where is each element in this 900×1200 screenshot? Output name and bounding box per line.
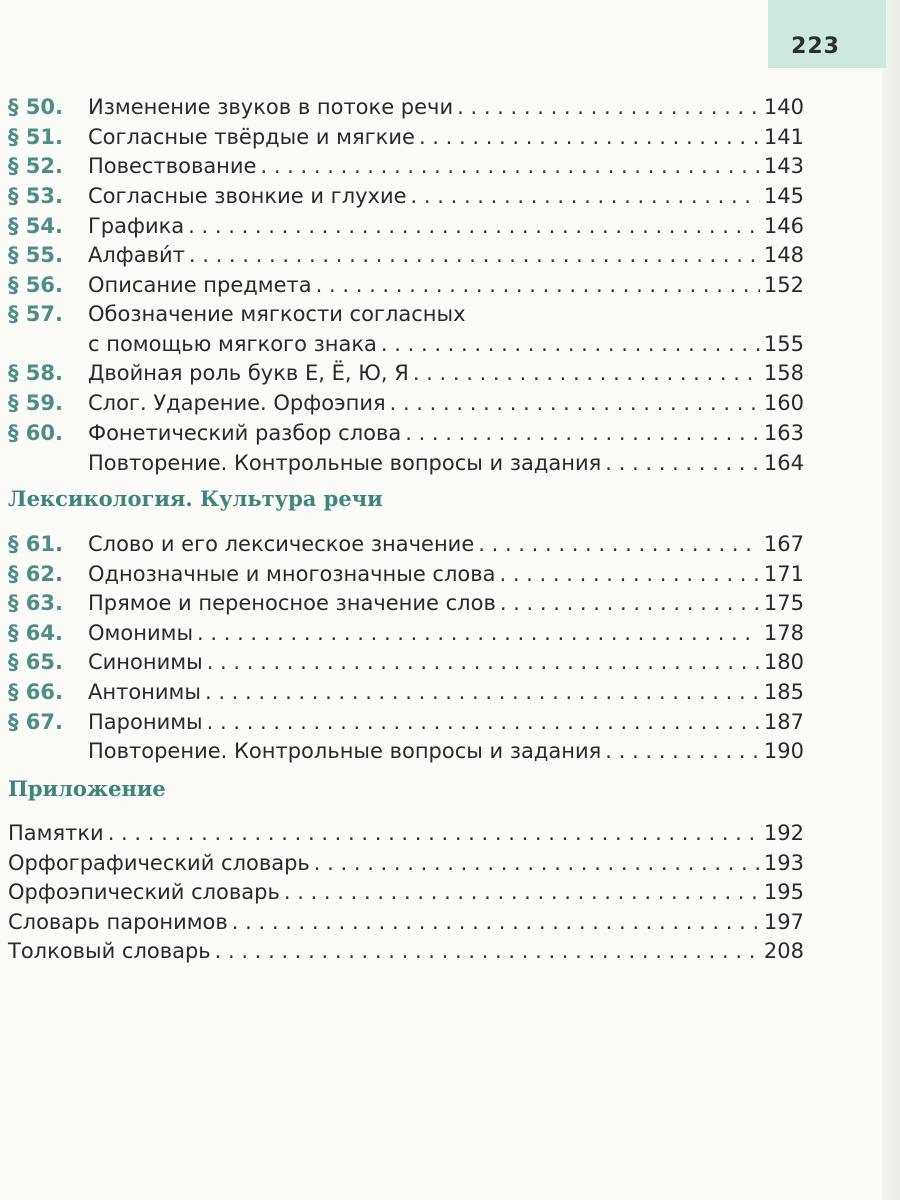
- entry-page: 160: [763, 391, 804, 415]
- dot-leader: [381, 329, 760, 359]
- toc-entry-review[interactable]: [8, 736, 804, 766]
- entry-title: Обозначение мягкости согласных: [88, 302, 466, 326]
- entry-page: 164: [763, 451, 804, 475]
- dot-leader: [413, 358, 760, 388]
- dot-leader: [189, 240, 760, 270]
- entry-title: Синонимы: [88, 650, 203, 674]
- dot-leader: [457, 92, 760, 122]
- entry-page: 140: [763, 95, 804, 119]
- toc-entry[interactable]: [8, 122, 804, 152]
- entry-page: 178: [763, 621, 804, 645]
- dot-leader: [215, 936, 760, 966]
- dot-leader: [197, 618, 760, 648]
- entry-title: Согласные звонкие и глухие: [88, 184, 407, 208]
- toc-entry[interactable]: [8, 92, 804, 122]
- page-number: 223: [791, 34, 840, 59]
- dot-leader: [314, 848, 760, 878]
- toc-entry[interactable]: [8, 529, 804, 559]
- dot-leader: [411, 181, 760, 211]
- paragraph-number: § 52.: [8, 154, 64, 178]
- entry-page: 187: [763, 710, 804, 734]
- toc-entry[interactable]: [8, 240, 804, 270]
- paragraph-number: § 56.: [8, 273, 64, 297]
- entry-title: Словарь паронимов: [8, 910, 228, 934]
- toc-entry[interactable]: [8, 677, 804, 707]
- dot-leader: [207, 647, 760, 677]
- entry-page: 197: [763, 910, 804, 934]
- entry-page: 175: [763, 591, 804, 615]
- paragraph-number: § 55.: [8, 243, 64, 267]
- toc-entry[interactable]: [8, 618, 804, 648]
- entry-title: Слог. Ударение. Орфоэпия: [88, 391, 386, 415]
- toc-entry[interactable]: [8, 299, 804, 329]
- entry-title: Повторение. Контрольные вопросы и задания: [88, 739, 602, 763]
- entry-page: 167: [763, 532, 804, 556]
- dot-leader: [605, 736, 760, 766]
- entry-page: 141: [763, 125, 804, 149]
- dot-leader: [108, 818, 760, 848]
- dot-leader: [207, 707, 760, 737]
- toc-entry[interactable]: [8, 707, 804, 737]
- entry-title: Омонимы: [88, 621, 194, 645]
- entry-title: Изменение звуков в потоке речи: [88, 95, 454, 119]
- entry-page: 152: [763, 273, 804, 297]
- toc-entry[interactable]: [8, 848, 804, 878]
- toc-entry-continuation[interactable]: [8, 329, 804, 359]
- dot-leader: [500, 588, 760, 618]
- paragraph-number: § 53.: [8, 184, 64, 208]
- dot-leader: [205, 677, 760, 707]
- entry-page: 190: [763, 739, 804, 763]
- toc-entry[interactable]: [8, 936, 804, 966]
- entry-title: Слово и его лексическое значение: [88, 532, 475, 556]
- dot-leader: [284, 877, 760, 907]
- paragraph-number: § 59.: [8, 391, 64, 415]
- toc-entry[interactable]: [8, 559, 804, 589]
- paragraph-number: § 66.: [8, 680, 64, 704]
- toc-entry[interactable]: [8, 388, 804, 418]
- dot-leader: [405, 418, 760, 448]
- toc-entry[interactable]: [8, 877, 804, 907]
- paragraph-number: § 63.: [8, 591, 64, 615]
- entry-title: Прямое и переносное значение слов: [88, 591, 496, 615]
- entry-title: Памятки: [8, 821, 104, 845]
- page-edge: [882, 0, 900, 1200]
- entry-title: Повествование: [88, 154, 257, 178]
- toc-entry[interactable]: [8, 151, 804, 181]
- toc-entry[interactable]: [8, 588, 804, 618]
- entry-title: Толковый словарь: [8, 939, 211, 963]
- entry-title: Согласные твёрдые и мягкие: [88, 125, 415, 149]
- paragraph-number: § 67.: [8, 710, 64, 734]
- dot-leader: [260, 151, 759, 181]
- entry-page: 146: [763, 214, 804, 238]
- entry-title-continued: с помощью мягкого знака: [88, 332, 377, 356]
- paragraph-number: § 65.: [8, 650, 64, 674]
- entry-page: 145: [763, 184, 804, 208]
- toc-entry[interactable]: [8, 270, 804, 300]
- dot-leader: [499, 559, 759, 589]
- paragraph-number: § 62.: [8, 562, 64, 586]
- entry-page: 185: [763, 680, 804, 704]
- toc-entry[interactable]: [8, 211, 804, 241]
- entry-page: 148: [763, 243, 804, 267]
- entry-page: 171: [763, 562, 804, 586]
- dot-leader: [390, 388, 760, 418]
- entry-title: Повторение. Контрольные вопросы и задания: [88, 451, 602, 475]
- toc-entry[interactable]: [8, 818, 804, 848]
- toc-entry-review[interactable]: [8, 448, 804, 478]
- paragraph-number: § 61.: [8, 532, 64, 556]
- toc-entry[interactable]: [8, 647, 804, 677]
- entry-page: 163: [763, 421, 804, 445]
- entry-page: 195: [763, 880, 804, 904]
- entry-page: 180: [763, 650, 804, 674]
- entry-title: Орфографический словарь: [8, 851, 310, 875]
- entry-page: 158: [763, 361, 804, 385]
- entry-title: Орфоэпический словарь: [8, 880, 280, 904]
- dot-leader: [232, 907, 760, 937]
- section-heading-appendix: Приложение: [8, 776, 166, 801]
- entry-title: Графика: [88, 214, 185, 238]
- entry-title: Двойная роль букв Е, Ё, Ю, Я: [88, 361, 409, 385]
- paragraph-number: § 57.: [8, 302, 64, 326]
- entry-title: Фонетический разбор слова: [88, 421, 402, 445]
- toc-entry[interactable]: [8, 418, 804, 448]
- toc-entry[interactable]: [8, 907, 804, 937]
- entry-page: 208: [763, 939, 804, 963]
- paragraph-number: § 64.: [8, 621, 64, 645]
- entry-title: Паронимы: [88, 710, 203, 734]
- entry-title: Описание предмета: [88, 273, 312, 297]
- dot-leader: [419, 122, 760, 152]
- section-heading-lexicology: Лексикология. Культура речи: [8, 486, 383, 511]
- paragraph-number: § 60.: [8, 421, 64, 445]
- paragraph-number: § 58.: [8, 361, 64, 385]
- paragraph-number: § 54.: [8, 214, 64, 238]
- paragraph-number: § 51.: [8, 125, 64, 149]
- dot-leader: [478, 529, 760, 559]
- toc-entry[interactable]: [8, 358, 804, 388]
- entry-page: 143: [763, 154, 804, 178]
- dot-leader: [316, 270, 760, 300]
- dot-leader: [605, 448, 760, 478]
- dot-leader: [188, 211, 760, 241]
- entry-title: Антонимы: [88, 680, 201, 704]
- entry-page: 193: [763, 851, 804, 875]
- toc-entry[interactable]: [8, 181, 804, 211]
- paragraph-number: § 50.: [8, 95, 64, 119]
- entry-title: Алфави́т: [88, 243, 185, 267]
- entry-page: 192: [763, 821, 804, 845]
- entry-page: 155: [763, 332, 804, 356]
- entry-title: Однозначные и многозначные слова: [88, 562, 496, 586]
